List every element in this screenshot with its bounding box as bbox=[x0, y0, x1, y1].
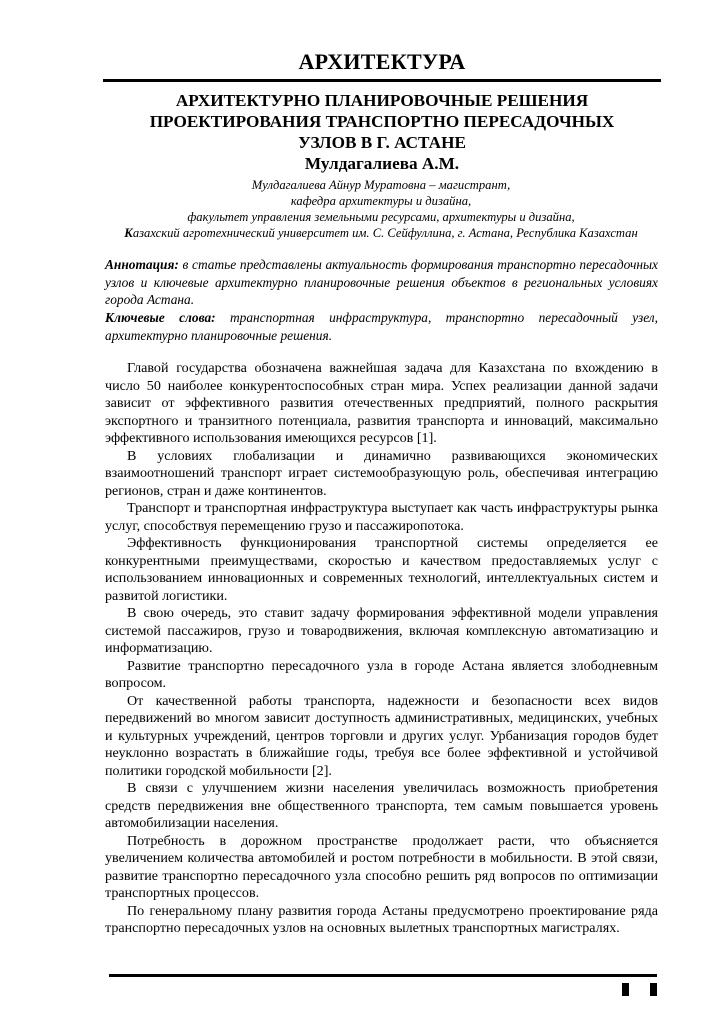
paragraph: По генеральному плану развития города Астаны предусмотрено проектирование ряда транспортно пересадочных узлов на основных вылетных транспортных магистралях. bbox=[105, 902, 658, 936]
article-title bbox=[103, 90, 661, 153]
affiliation-line: Мулдагалиева Айнур Муратовна – магистрант, bbox=[251, 178, 511, 192]
title-line: УЗЛОВ В Г. АСТАНЕ bbox=[298, 133, 466, 152]
keywords-text: транспортная инфраструктура, транспортно пересадочный узел, архитектурно планировочные решения. bbox=[105, 310, 658, 343]
abstract-text: в статье представлены актуальность формирования транспортно пересадочных узлов и ключевые архитектурно планировочные решения объектов в региональных условиях города Астана. bbox=[105, 257, 658, 308]
affiliation-line bbox=[103, 225, 659, 241]
abstract bbox=[105, 256, 658, 309]
abstract-label: Аннотация: bbox=[105, 257, 179, 272]
paragraph: В свою очередь, это ставит задачу формирования эффективной модели управления системой пассажиров, грузо и товародвижения, включая комплексную автоматизацию и информатизацию. bbox=[105, 605, 658, 656]
paragraph: Развитие транспортно пересадочного узла в городе Астана является злободневным вопросом. bbox=[105, 657, 658, 691]
affiliation-rest: азахский агротехнический университет им. С. Сейфуллина, г. Астана, Республика Казахстан bbox=[132, 226, 638, 240]
paragraph: От качественной работы транспорта, надежности и безопасности всех видов передвижений во многом зависит доступность административных, медицинских, учебных и культурных учреждений, центров торговли и других услуг. Урбанизация городов будет неуклонно возрастать в ближайшие годы, требуя все более эффективной и устойчивой политики городской мобильности [2]. bbox=[105, 692, 658, 779]
title-line: ПРОЕКТИРОВАНИЯ ТРАНСПОРТНО ПЕРЕСАДОЧНЫХ bbox=[149, 112, 615, 131]
page-marker-block bbox=[650, 983, 657, 996]
keywords bbox=[105, 309, 658, 344]
section-heading: АРХИТЕКТУРА bbox=[298, 49, 466, 74]
paragraph: В связи с улучшением жизни населения увеличилась возможность приобретения средств передвижения вне общественного транспорта, тем самым повышается уровень автомобилизации населения. bbox=[105, 780, 658, 831]
page-marker-block bbox=[622, 983, 629, 996]
author-name: Мулдагалиева А.М. bbox=[304, 154, 460, 173]
title-line: АРХИТЕКТУРНО ПЛАНИРОВОЧНЫЕ РЕШЕНИЯ bbox=[175, 91, 589, 110]
header-rule bbox=[103, 79, 661, 82]
paragraph: Главой государства обозначена важнейшая задача для Казахстана по вхождению в число 50 наиболее конкурентоспособных стран мира. Успех реализации данной задачи зависит от эффективного развития отечественных предприятий, полного раскрытия экспортного и транзитного потенциала, развития транспорта и инноваций, максимально эффективного использования имеющихся ресурсов [1]. bbox=[105, 360, 658, 446]
affiliation-line: кафедра архитектуры и дизайна, bbox=[290, 194, 472, 208]
article-body bbox=[105, 360, 658, 938]
abstract-block bbox=[105, 256, 658, 345]
paragraph: Потребность в дорожном пространстве продолжает расти, что объясняется увеличением количества автомобилей и ростом потребности в мобильности. В этой связи, развитие транспортно пересадочного узла способно решить ряд вопросов по оптимизации транспортных процессов. bbox=[105, 832, 658, 901]
affiliation-line: факультет управления земельными ресурсами, архитектуры и дизайна, bbox=[187, 210, 575, 224]
paragraph: Транспорт и транспортная инфраструктура выступает как часть инфраструктуры рынка услуг, способствуя перемещению грузо и пассажиропотока. bbox=[105, 500, 658, 534]
affiliation-lead-letter: К bbox=[124, 226, 133, 240]
footer-rule bbox=[109, 974, 657, 977]
keywords-label: Ключевые слова: bbox=[105, 310, 216, 326]
paragraph: В условиях глобализации и динамично развивающихся экономических взаимоотношений транспорт играет системообразующую роль, обеспечивая интеграцию регионов, стран и даже континентов. bbox=[105, 447, 658, 499]
author-affiliation bbox=[103, 177, 659, 241]
paragraph: Эффективность функционирования транспортной системы определяется ее конкурентными преимуществами, скоростью и качеством предоставляемых услуг с использованием инновационных и современных технологий, интеллектуальных систем и развитой логистики. bbox=[105, 535, 658, 604]
